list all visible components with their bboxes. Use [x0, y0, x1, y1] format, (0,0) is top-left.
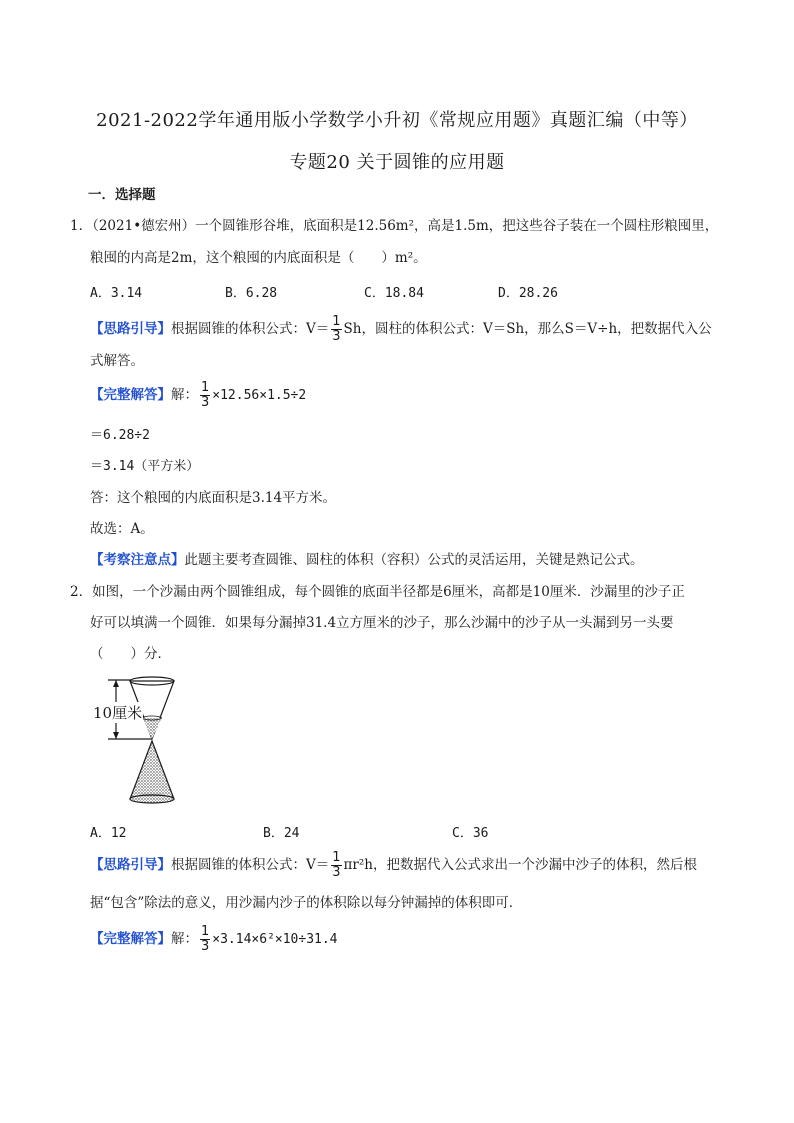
q1-answer-text: 答：这个粮囤的内底面积是3.14平方米。: [90, 490, 337, 506]
document-title: 2021-2022学年通用版小学数学小升初《常规应用题》真题汇编（中等）: [96, 110, 698, 131]
bottom-cone: [130, 741, 174, 799]
q1-hint-post: Sh，圆柱的体积公式：V＝Sh，那么S＝V÷h，把数据代入公: [343, 321, 712, 337]
q1-stem-line2: 粮囤的内高是2m，这个粮囤的内底面积是（ ）m²。: [90, 250, 427, 266]
q1-answer-pre: 解：: [171, 387, 198, 403]
q2-answer-tag: 【完整解答】: [90, 931, 171, 947]
q2-option-b: B．24: [263, 826, 300, 841]
q1-answer-expr: ×12.56×1.5÷2: [212, 388, 307, 403]
q1-option-d: D．28.26: [498, 286, 558, 301]
q1-answer-fraction: [200, 381, 210, 410]
q2-hint-post: πr²h，把数据代入公式求出一个沙漏中沙子的体积，然后根: [343, 857, 697, 873]
q2-answer-fraction: [200, 925, 210, 954]
q1-hint: [90, 312, 712, 346]
q2-answer-expr: ×3.14×6²×10÷31.4: [212, 932, 338, 947]
q2-hint: [90, 848, 697, 882]
q1-hint-frac-den: 3: [332, 329, 341, 344]
q2-answer: [90, 922, 338, 957]
q2-stem-line3: （ ）分．: [90, 646, 171, 662]
hourglass-diagram: [90, 672, 200, 812]
q2-hint-tag: 【思路引导】: [90, 857, 171, 873]
arrow-down-icon: [113, 732, 119, 739]
q1-step2: ＝3.14（平方米）: [90, 459, 200, 474]
q2-option-c: C．36: [452, 826, 489, 841]
q1-step1: ＝6.28÷2: [90, 428, 150, 443]
q2-stem-line1: 2．如图，一个沙漏由两个圆锥组成，每个圆锥的底面半径都是6厘米，高都是10厘米．沙漏里的沙子正: [70, 584, 685, 600]
top-sand: [143, 718, 162, 739]
q1-hint-tag: 【思路引导】: [90, 321, 171, 337]
q2-answer-frac-num: 1: [201, 924, 210, 939]
figure-label: 10厘米: [93, 704, 143, 722]
q1-option-b: B．6.28: [225, 286, 278, 301]
q2-stem-line2: 好可以填满一个圆锥．如果每分漏掉31.4立方厘米的沙子，那么沙漏中的沙子从一头漏到另一头要: [90, 615, 674, 631]
q1-note-text: 此题主要考查圆锥、圆柱的体积（容积）公式的灵活运用，关键是熟记公式。: [184, 552, 644, 568]
q1-answer-frac-den: 3: [201, 395, 210, 410]
document-subtitle: 专题20 关于圆锥的应用题: [289, 152, 505, 173]
q1-answer-frac-num: 1: [201, 380, 210, 395]
q1-option-a: A．3.14: [90, 286, 143, 301]
q1-note: [90, 551, 644, 569]
q2-hint-pre: 根据圆锥的体积公式：V＝: [171, 857, 330, 873]
q2-option-a: A．12: [90, 826, 127, 841]
q2-hint-fraction: [331, 851, 341, 880]
q1-hint-pre: 根据圆锥的体积公式：V＝: [171, 321, 330, 337]
q1-hint-fraction: [331, 315, 341, 344]
q1-hint-line2: 式解答。: [90, 353, 144, 369]
q1-choice: 故选：A。: [90, 521, 154, 537]
q1-option-c: C．18.84: [364, 286, 424, 301]
q1-stem-line1: 1．（2021•德宏州）一个圆锥形谷堆，底面积是12.56m²，高是1.5m，把这些谷子装在一个圆柱形粮囤里，: [70, 218, 719, 234]
q2-answer-frac-den: 3: [201, 939, 210, 954]
q1-answer: [90, 378, 306, 413]
bottom-cone-base: [130, 795, 174, 803]
q1-hint-frac-num: 1: [332, 314, 341, 329]
section-heading: 一．选择题: [88, 187, 156, 203]
q2-hint-frac-num: 1: [332, 850, 341, 865]
q2-hint-line2: 据“包含”除法的意义，用沙漏内沙子的体积除以每分钟漏掉的体积即可．: [90, 895, 523, 911]
q2-answer-pre: 解：: [171, 931, 198, 947]
q2-hint-frac-den: 3: [332, 865, 341, 880]
hourglass-figure: [90, 672, 200, 812]
q1-note-tag: 【考察注意点】: [90, 552, 185, 568]
arrow-up-icon: [113, 680, 119, 687]
q1-answer-tag: 【完整解答】: [90, 387, 171, 403]
